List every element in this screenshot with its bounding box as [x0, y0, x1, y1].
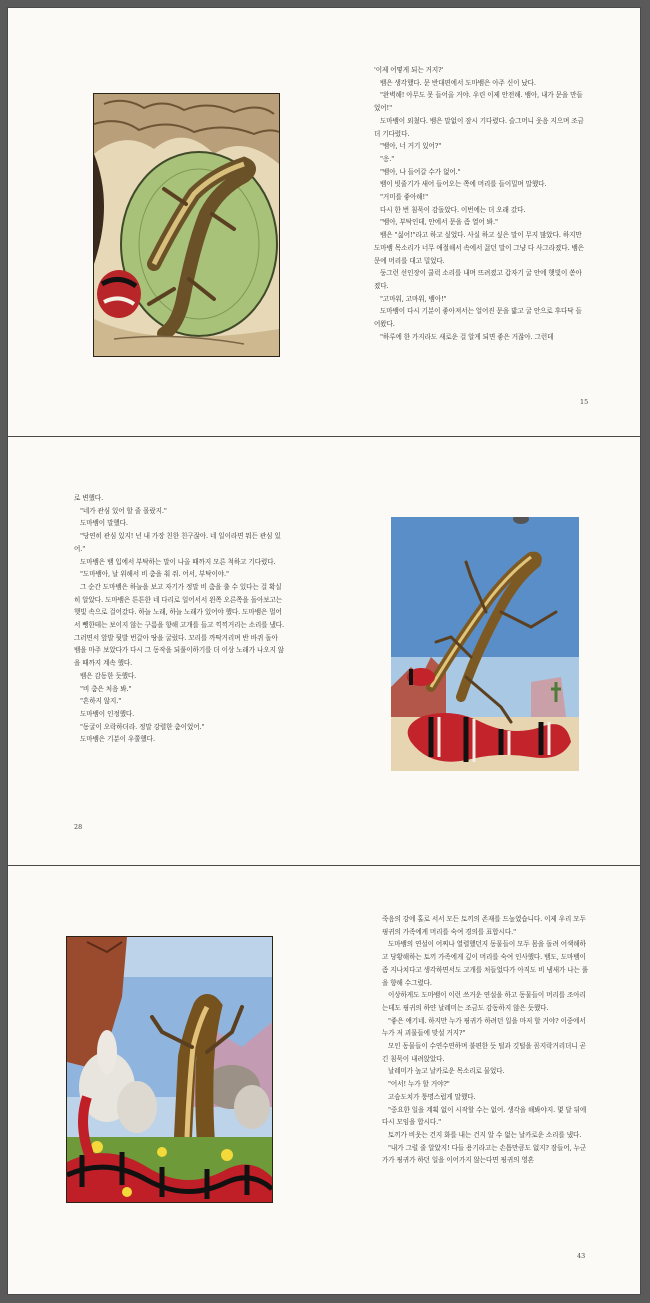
paragraph: 죽음의 강에 홀로 서서 모든 토끼의 존재를 드높였습니다. 이제 우리 모두 핑귀의 가족에게 머리를 숙여 경의를 표합시다." — [382, 915, 586, 936]
paragraph: "네가 관심 있어 할 줄 몰랐지." — [80, 506, 167, 515]
paragraph: "거미를 좋아해!" — [380, 193, 429, 202]
paragraph: 도마뱀이 외쳤다. 뱀은 말없이 잠시 기다렸다. 슬그머니 웃음 지으며 조금 더 기다렸다. — [374, 116, 584, 138]
book-spread-3 — [8, 866, 640, 1294]
paragraph: 도마뱀은 뱀 입에서 부탁하는 말이 나올 때까지 모른 척하고 기다렸다. — [80, 557, 276, 566]
paragraph: "비 춤은 처음 봐." — [80, 684, 132, 693]
paragraph: "뱀아, 너 거기 있어?" — [380, 142, 442, 151]
page-number: 28 — [74, 823, 83, 831]
paragraph: 도마뱀이 다시 기분이 좋아져서는 얼어진 문을 밟고 굴 안으로 후다닥 들어왔다. — [374, 307, 582, 329]
book-spread-1 — [8, 8, 640, 436]
paragraph: "완벽해! 아무도 못 들어올 거야. 우린 이제 안전해. 뱀아, 내가 문을 만들었어!" — [374, 91, 583, 113]
animals-gathering-art — [67, 937, 272, 1202]
paragraph: 이상하게도 도마뱀이 이런 쓰거운 연설을 하고 동물들이 머리를 조아리는데도 핑귀의 하얀 날레미는 조금도 감동하지 않은 듯했다. — [382, 991, 586, 1012]
paragraph: "하루에 한 가지라도 새로운 걸 알게 되면 좋은 거잖아. 그런데 — [380, 332, 554, 341]
paragraph: "응." — [380, 154, 395, 163]
book-spread-2 — [8, 437, 640, 865]
paragraph: 뱀이 빗줄기가 새어 들어오는 쪽에 머리를 들이밀며 말했다. — [380, 180, 547, 189]
paragraph: "뱀아, 나 들어갈 수가 없어." — [380, 167, 461, 176]
paragraph: "뱀아, 부탁인데, 안에서 문을 좀 열어 봐." — [380, 218, 498, 227]
paragraph: 둥그런 선인장이 쿨럭 소리를 내며 뜨려졌고 갑자기 굴 안에 햇빛이 쏟아졌다. — [374, 269, 582, 290]
paragraph: "중요한 일을 계획 없이 시작할 수는 없어. 생각을 해봐야지. 몇 달 뒤에 다시 모임을 합시다." — [382, 1105, 587, 1127]
illustration-lizard-on-cactus — [93, 93, 280, 357]
paragraph: "좋은 얘기네. 하지만 누가 핑귀가 하려던 일을 마저 할 거야? 이중에서 누가 저 괴물들에 맞설 거지?" — [382, 1016, 586, 1038]
paragraph: 모인 동물들이 수연수연하며 불편한 듯 털과 깃털을 꼼지락거리더니 곧 긴 침묵이 내려앉았다. — [382, 1042, 586, 1063]
paragraph: 도마뱀의 연설이 어찌나 열렬했던지 동물들이 모두 몸을 돌려 어색해하고 당황해하는 토끼 가족에게 깊이 머리를 숙여 인사했다. 뱀도, 도마뱀이 좀 지나치다고 생각하면서도 고개를 처들었다가 아직도 비 냄새가 나는 풀을 향해 수그렸다. — [382, 940, 589, 987]
paragraph: "흔하지 않지." — [80, 697, 122, 706]
paragraph: 도마뱀은 기분이 우쭐했다. — [80, 735, 155, 744]
lizard-dancing-art — [391, 517, 579, 771]
paragraph: 다시 한 번 침묵이 감돌았다. 이번에는 더 오래 갔다. — [380, 205, 526, 214]
illustration-lizard-among-animals — [66, 936, 273, 1203]
paragraph: 로 변했다. — [74, 494, 104, 502]
paragraph: "어서! 누가 할 거야?" — [388, 1080, 450, 1089]
illustration-lizard-dancing — [391, 517, 579, 771]
page-number: 43 — [577, 1252, 586, 1260]
paragraph: 뱀은 감동한 듯했다. — [80, 671, 137, 680]
paragraph: 도마뱀이 말했다. — [80, 519, 128, 528]
paragraph: 뱀은 "싫어!"라고 하고 싶었다. 사실 하고 싶은 말이 무지 많았다. 하지만 도마뱀 목소리가 너무 애절해서 속에서 끓던 말이 그냥 다 사그라졌다. 뱀은 문에 머리를 대고 밀었다. — [374, 231, 585, 265]
paragraph: 도마뱀이 인정했다. — [80, 709, 135, 718]
page-text-left — [74, 492, 286, 746]
paragraph: 토끼가 비웃는 건지 화를 내는 건지 알 수 없는 날카로운 소리를 냈다. — [388, 1130, 582, 1139]
paragraph: "고마워, 고마워, 뱀아!" — [380, 294, 447, 303]
paragraph: 그 순간 도마뱀은 하늘을 보고 자기가 정말 비 춤을 출 수 있다는 걸 확실히 알았다. 도마뱀은 튼튼한 네 다리로 일어서서 왼쪽 오른쪽을 돌아보고는 햇빛 속으로 걸어갔다. 하늘 노래, 하늘 노래가 있어야 했다. 도마뱀은 멀어서 뺑한테는 보이지 않는 구름을 향해 고개를 들고 끽끽거리는 소리를 냈다. 그러면서 앞발 뒷발 번갈아 땅을 굴렀다. 꼬리를 까딱거리며 반 바퀴 돌아 뱀을 마주 보았다가 다시 그 동작을 되풀이하기를 더 이상 노래가 나오지 않을 때까지 계속 했다. — [74, 582, 285, 668]
page-text-right — [382, 913, 589, 1167]
paragraph: '이제 어떻게 되는 거지?' — [374, 66, 444, 74]
paragraph: "도마뱀아, 날 위해서 비 춤을 춰 줘. 어서, 부탁이야." — [80, 570, 229, 579]
paragraph: "동굴이 오락하더라. 정말 강렬한 춤이었어." — [80, 722, 205, 731]
paragraph: 고슴도치가 퉁명스럽게 말했다. — [388, 1092, 476, 1101]
paragraph: 날레미가 높고 날카로운 목소리로 물었다. — [388, 1067, 505, 1076]
paragraph: "당연히 관심 있지! 넌 내 가장 친한 친구잖아. 네 일이라면 뭐든 관심 있어." — [74, 532, 281, 553]
page-text-right — [374, 64, 588, 343]
page-number: 15 — [580, 398, 589, 406]
lizard-cactus-art — [94, 94, 279, 356]
paragraph: "내가 그럴 줄 알았지! 다들 용기라고는 손톱만큼도 없지? 잠들어, 누군가가 핑귀가 하던 일을 이어가지 않는다면 핑귀의 영혼 — [382, 1143, 587, 1165]
paragraph: 뱀은 생각했다. 문 반대편에서 도마뱀은 아주 신이 났다. — [380, 78, 536, 87]
